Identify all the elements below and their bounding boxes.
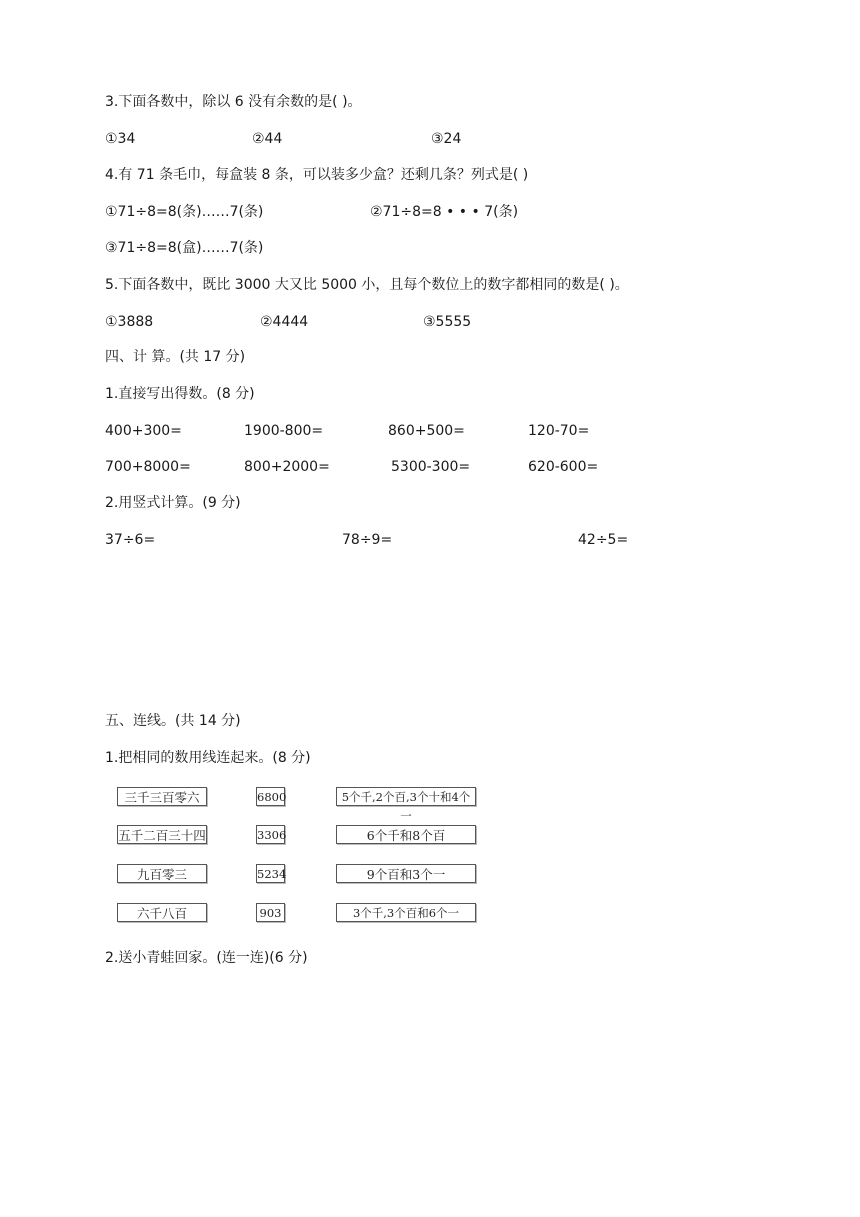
match-word-4[interactable]: 六千八百 xyxy=(117,903,207,922)
match-word-3[interactable]: 九百零三 xyxy=(117,864,207,883)
section4-sub1: 1.直接写出得数。(8 分) xyxy=(105,386,255,402)
calc-2-1: 700+8000= xyxy=(105,459,191,475)
match-place-value-2[interactable]: 6个千和8个百 xyxy=(336,825,476,844)
vertical-calc-3: 42÷5= xyxy=(578,532,629,548)
q3-option-3: ③24 xyxy=(431,131,462,147)
match-number-2[interactable]: 3306 xyxy=(256,825,285,844)
q4-option-3: ③71÷8=8(盒)……7(条) xyxy=(105,240,264,256)
match-word-1[interactable]: 三千三百零六 xyxy=(117,787,207,806)
vertical-calc-1: 37÷6= xyxy=(105,532,156,548)
calc-1-1: 400+300= xyxy=(105,423,182,439)
section5-title: 五、连线。(共 14 分) xyxy=(105,713,241,729)
match-place-value-3[interactable]: 9个百和3个一 xyxy=(336,864,476,883)
match-place-value-1[interactable]: 5个千,2个百,3个十和4个一 xyxy=(336,787,476,806)
q4-option-1: ①71÷8=8(条)……7(条) xyxy=(105,204,264,220)
calc-1-2: 1900-800= xyxy=(244,423,324,439)
section4-title: 四、计 算。(共 17 分) xyxy=(105,349,246,365)
section4-sub2: 2.用竖式计算。(9 分) xyxy=(105,495,241,511)
q5-stem: 5.下面各数中，既比 3000 大又比 5000 小，且每个数位上的数字都相同的数是( )。 xyxy=(105,277,629,293)
q3-option-2: ②44 xyxy=(252,131,283,147)
calc-2-4: 620-600= xyxy=(528,459,599,475)
section5-sub2: 2.送小青蛙回家。(连一连)(6 分) xyxy=(105,950,308,966)
match-number-1[interactable]: 6800 xyxy=(256,787,285,806)
vertical-calc-2: 78÷9= xyxy=(342,532,393,548)
q5-option-2: ②4444 xyxy=(260,314,309,330)
calc-2-2: 800+2000= xyxy=(244,459,330,475)
q3-stem: 3.下面各数中，除以 6 没有余数的是( )。 xyxy=(105,94,362,110)
match-number-3[interactable]: 5234 xyxy=(256,864,285,883)
section5-sub1: 1.把相同的数用线连起来。(8 分) xyxy=(105,750,311,766)
q3-option-1: ①34 xyxy=(105,131,136,147)
match-place-value-4[interactable]: 3个千,3个百和6个一 xyxy=(336,903,476,922)
calc-2-3: 5300-300= xyxy=(391,459,471,475)
calc-1-4: 120-70= xyxy=(528,423,590,439)
q5-option-1: ①3888 xyxy=(105,314,154,330)
q5-option-3: ③5555 xyxy=(423,314,472,330)
calc-1-3: 860+500= xyxy=(388,423,465,439)
match-word-2[interactable]: 五千二百三十四 xyxy=(117,825,207,844)
match-number-4[interactable]: 903 xyxy=(256,903,285,922)
q4-stem: 4.有 71 条毛巾，每盒装 8 条，可以装多少盒？还剩几条？列式是( ) xyxy=(105,167,529,183)
q4-option-2: ②71÷8=8 • • • 7(条) xyxy=(370,204,519,220)
